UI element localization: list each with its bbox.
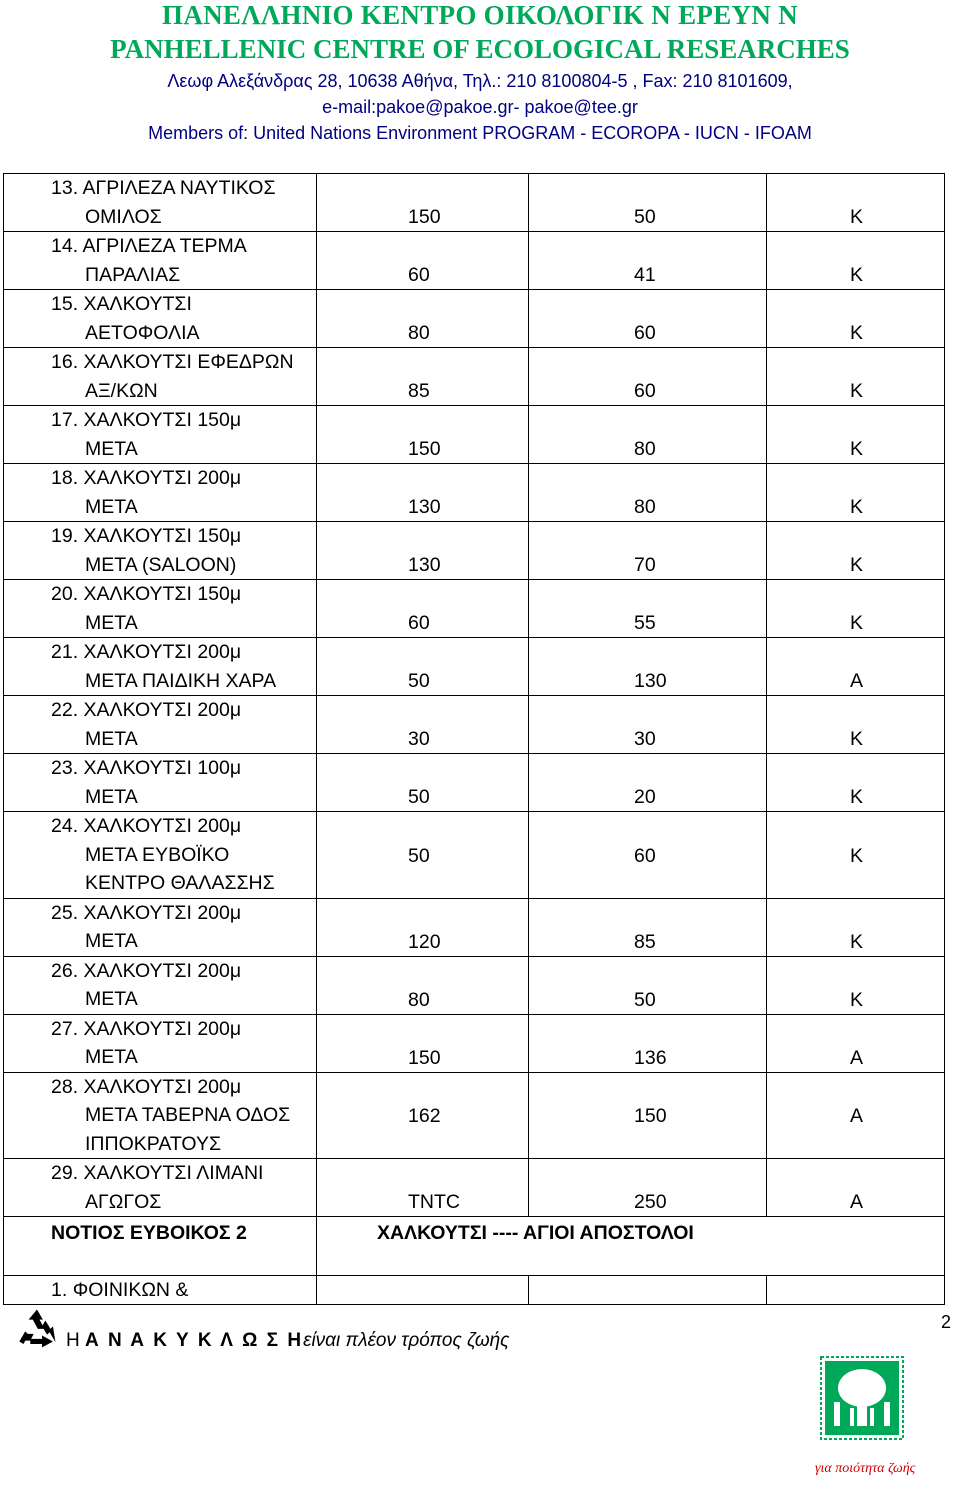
value-b-cell xyxy=(529,754,767,812)
value-a: 130 xyxy=(408,496,441,518)
site-name-text: ΧΑΛΚΟΥΤΣΙ 150μ xyxy=(83,583,242,605)
value-a: 162 xyxy=(408,1105,441,1127)
value-a: TNTC xyxy=(408,1191,460,1213)
classification: Κ xyxy=(850,554,864,576)
value-b: 60 xyxy=(634,380,656,402)
value-a: 30 xyxy=(408,728,430,750)
site-name-line1 xyxy=(51,290,316,319)
value-a-cell xyxy=(317,1072,529,1159)
site-name-line2: ΜΕΤΑ xyxy=(85,495,138,518)
row-number: 13. xyxy=(51,177,79,199)
value-b-cell xyxy=(529,232,767,290)
classification: Κ xyxy=(850,206,864,228)
table-row xyxy=(4,174,945,232)
value-a-cell xyxy=(317,956,529,1014)
value-b: 70 xyxy=(634,554,656,576)
value-a-cell xyxy=(317,348,529,406)
site-name-line1 xyxy=(51,1276,316,1304)
site-name-line1 xyxy=(51,696,316,725)
site-name-line1 xyxy=(51,1159,316,1188)
site-name-text: ΧΑΛΚΟΥΤΣΙ xyxy=(83,293,192,315)
site-name-line1 xyxy=(51,406,316,435)
site-name-cell xyxy=(4,1276,317,1305)
classification: Κ xyxy=(850,786,864,808)
classification-cell xyxy=(767,898,945,956)
site-name-cell xyxy=(4,290,317,348)
row-number: 16. xyxy=(51,351,79,373)
site-name-line1 xyxy=(51,1073,316,1102)
row-number: 1. xyxy=(51,1279,68,1301)
site-name-line1 xyxy=(51,522,316,551)
site-name-line1 xyxy=(51,348,316,377)
classification-cell xyxy=(767,754,945,812)
site-name-cell xyxy=(4,898,317,956)
value-b-cell xyxy=(529,898,767,956)
results-table-body xyxy=(4,174,945,1305)
site-name-text: ΧΑΛΚΟΥΤΣΙ 200μ xyxy=(83,815,242,837)
section-region: ΝΟΤΙΟΣ ΕΥΒΟΙΚΟΣ 2 xyxy=(4,1217,317,1276)
table-row xyxy=(4,406,945,464)
site-name-text: ΧΑΛΚΟΥΤΣΙ 200μ xyxy=(83,901,242,924)
site-name-cell xyxy=(4,464,317,522)
value-b-cell xyxy=(529,174,767,232)
value-b: 30 xyxy=(634,728,656,750)
site-name-text: ΧΑΛΚΟΥΤΣΙ 200μ xyxy=(83,699,242,721)
classification-cell xyxy=(767,232,945,290)
value-a-cell xyxy=(317,638,529,696)
table-row xyxy=(4,1014,945,1072)
table-row xyxy=(4,696,945,754)
value-b: 136 xyxy=(634,1046,667,1069)
row-number: 23. xyxy=(51,757,79,779)
value-a-cell xyxy=(317,754,529,812)
org-address: Λεωφ Αλεξάνδρας 28, 10638 Αθήνα, Τηλ.: 210 8100804-5 , Fax: 210 8101609, xyxy=(167,71,793,91)
classification: Κ xyxy=(850,438,864,460)
classification: Κ xyxy=(850,496,864,518)
classification: Κ xyxy=(850,322,864,344)
classification-cell xyxy=(767,580,945,638)
site-name-cell xyxy=(4,1014,317,1072)
site-name-text: ΧΑΛΚΟΥΤΣΙ ΕΦΕΔΡΩΝ xyxy=(83,351,294,373)
classification-cell xyxy=(767,1276,945,1305)
value-b-cell xyxy=(529,1014,767,1072)
site-name-line2: ΜΕΤΑ ΠΑΙΔΙΚΗ ΧΑΡΑ xyxy=(85,669,277,692)
recycle-icon xyxy=(16,1307,58,1349)
value-a-cell xyxy=(317,696,529,754)
value-b: 150 xyxy=(634,1105,667,1127)
site-name-line2: ΜΕΤΑ xyxy=(85,1046,138,1068)
value-a-cell xyxy=(317,580,529,638)
value-b: 80 xyxy=(634,438,656,460)
classification: Κ xyxy=(850,844,864,867)
site-name-cell xyxy=(4,1072,317,1159)
site-name-text: ΧΑΛΚΟΥΤΣΙ 200μ xyxy=(83,959,242,982)
value-b-cell xyxy=(529,290,767,348)
table-row xyxy=(4,754,945,812)
table-row xyxy=(4,1072,945,1159)
classification: Α xyxy=(850,670,864,692)
value-b: 55 xyxy=(634,612,656,634)
slogan-prefix: Η xyxy=(66,1330,80,1351)
site-name-line1 xyxy=(51,580,316,609)
value-b-cell xyxy=(529,1276,767,1305)
site-name-line1 xyxy=(51,754,316,783)
site-name-text: ΧΑΛΚΟΥΤΣΙ ΛΙΜΑΝΙ xyxy=(83,1162,264,1184)
classification-cell xyxy=(767,956,945,1014)
site-name-text: ΑΓΡΙΛΕΖΑ ΝΑΥΤΙΚΟΣ xyxy=(82,177,276,199)
row-number: 20. xyxy=(51,583,79,605)
classification: Κ xyxy=(850,728,864,750)
table-row xyxy=(4,898,945,956)
table-row xyxy=(4,956,945,1014)
classification-cell xyxy=(767,1072,945,1159)
value-a: 60 xyxy=(408,612,430,634)
classification-cell xyxy=(767,522,945,580)
site-name-cell xyxy=(4,406,317,464)
table-row xyxy=(4,812,945,899)
classification-cell xyxy=(767,406,945,464)
classification-cell xyxy=(767,348,945,406)
row-number: 17. xyxy=(51,409,79,431)
results-table xyxy=(3,173,945,1305)
site-name-cell xyxy=(4,348,317,406)
value-a-cell xyxy=(317,1159,529,1217)
value-b-cell xyxy=(529,696,767,754)
row-number: 27. xyxy=(51,1017,79,1040)
value-a: 80 xyxy=(408,322,430,344)
site-name-cell xyxy=(4,638,317,696)
value-a: 80 xyxy=(408,988,430,1011)
site-name-line2: ΜΕΤΑ ΤΑΒΕΡΝΑ ΟΔΟΣ xyxy=(85,1104,291,1126)
value-b-cell xyxy=(529,956,767,1014)
classification-cell xyxy=(767,174,945,232)
value-b: 130 xyxy=(634,670,667,692)
site-name-line2: ΑΓΩΓΟΣ xyxy=(85,1190,162,1213)
table-row xyxy=(4,580,945,638)
slogan-rest: είναι πλέον τρόπος ζωής xyxy=(303,1330,510,1351)
classification-cell xyxy=(767,1014,945,1072)
value-b: 60 xyxy=(634,322,656,344)
value-b: 60 xyxy=(634,844,656,867)
logo-caption: για ποιότητα ζωής xyxy=(815,1461,916,1476)
site-name-text: ΧΑΛΚΟΥΤΣΙ 150μ xyxy=(83,525,242,547)
value-b-cell xyxy=(529,348,767,406)
site-name-cell xyxy=(4,812,317,899)
section-header-row xyxy=(4,1217,945,1276)
page-number: 2 xyxy=(941,1312,952,1332)
classification-cell xyxy=(767,290,945,348)
classification: Α xyxy=(850,1046,864,1069)
value-a-cell xyxy=(317,1276,529,1305)
row-number: 14. xyxy=(51,235,79,257)
value-b: 41 xyxy=(634,264,656,286)
site-name-line2: ΜΕΤΑ (SALOON) xyxy=(85,553,237,576)
value-b: 250 xyxy=(634,1191,667,1213)
site-name-line1 xyxy=(51,899,316,928)
value-a: 150 xyxy=(408,438,441,460)
org-title-greek: ΠΑΝΕΛΛΗΝΙΟ ΚΕΝΤΡΟ ΟΙΚΟΛΟΓΙΚ Ν ΕΡΕΥΝ Ν xyxy=(162,0,798,30)
value-a-cell xyxy=(317,898,529,956)
value-a-cell xyxy=(317,522,529,580)
table-row xyxy=(4,638,945,696)
org-title-english: PANHELLENIC CENTRE OF ECOLOGICAL RESEARCHES xyxy=(110,34,850,64)
value-b-cell xyxy=(529,522,767,580)
value-a: 120 xyxy=(408,930,441,953)
site-name-text: ΧΑΛΚΟΥΤΣΙ 200μ xyxy=(83,641,242,663)
site-name-cell xyxy=(4,232,317,290)
site-name-text: ΧΑΛΚΟΥΤΣΙ 200μ xyxy=(83,1075,242,1098)
recycling-slogan xyxy=(66,1330,509,1352)
row-number: 25. xyxy=(51,901,79,924)
value-a-cell xyxy=(317,1014,529,1072)
site-name-line1 xyxy=(51,957,316,986)
site-name-line2: ΜΕΤΑ xyxy=(85,988,138,1010)
value-a: 50 xyxy=(408,786,430,808)
value-b-cell xyxy=(529,1072,767,1159)
value-b-cell xyxy=(529,580,767,638)
site-name-line2: ΜΕΤΑ xyxy=(85,785,138,808)
site-name-text: ΧΑΛΚΟΥΤΣΙ 100μ xyxy=(83,757,242,779)
value-a-cell xyxy=(317,464,529,522)
site-name-cell xyxy=(4,522,317,580)
site-name-cell xyxy=(4,956,317,1014)
value-b-cell xyxy=(529,1159,767,1217)
row-number: 22. xyxy=(51,699,79,721)
value-b-cell xyxy=(529,812,767,899)
value-b: 80 xyxy=(634,496,656,518)
row-number: 19. xyxy=(51,525,79,547)
site-name-line2: ΜΕΤΑ ΕΥΒΟΪΚΟ xyxy=(85,843,230,866)
value-a-cell xyxy=(317,232,529,290)
row-number: 15. xyxy=(51,293,79,315)
row-number: 21. xyxy=(51,641,79,663)
site-name-cell xyxy=(4,580,317,638)
value-a: 50 xyxy=(408,844,430,867)
site-name-line3: ΚΕΝΤΡΟ ΘΑΛΑΣΣΗΣ xyxy=(85,872,275,894)
org-email: e-mail:pakoe@pakoe.gr- pakoe@tee.gr xyxy=(322,97,638,117)
classification: Κ xyxy=(850,380,864,402)
site-name-line2: ΜΕΤΑ xyxy=(85,930,138,952)
site-name-text: ΑΓΡΙΛΕΖΑ ΤΕΡΜΑ xyxy=(82,235,247,257)
classification-cell xyxy=(767,696,945,754)
value-a: 150 xyxy=(408,206,441,228)
site-name-line2: ΑΞ/ΚΩΝ xyxy=(85,379,158,402)
value-b-cell xyxy=(529,638,767,696)
value-a-cell xyxy=(317,406,529,464)
classification-cell xyxy=(767,812,945,899)
site-name-cell xyxy=(4,754,317,812)
classification: Α xyxy=(850,1105,864,1127)
classification: Κ xyxy=(850,264,864,286)
classification-cell xyxy=(767,1159,945,1217)
site-name-line1 xyxy=(51,174,316,203)
value-a: 150 xyxy=(408,1046,441,1069)
table-row xyxy=(4,1159,945,1217)
site-name-text: ΧΑΛΚΟΥΤΣΙ 150μ xyxy=(83,409,242,431)
classification-cell xyxy=(767,464,945,522)
site-name-line1 xyxy=(51,464,316,493)
table-row xyxy=(4,290,945,348)
site-name-line1 xyxy=(51,812,316,841)
value-a-cell xyxy=(317,174,529,232)
value-a: 130 xyxy=(408,554,441,576)
classification: Κ xyxy=(850,930,864,953)
value-a-cell xyxy=(317,290,529,348)
slogan-recycling: Α Ν Α Κ Υ Κ Λ Ω Σ Η xyxy=(85,1330,304,1351)
classification: Α xyxy=(850,1191,864,1213)
table-row xyxy=(4,464,945,522)
site-name-cell xyxy=(4,1159,317,1217)
site-name-line2: ΜΕΤΑ xyxy=(85,727,138,750)
site-name-text: ΦΟΙΝΙΚΩΝ & xyxy=(72,1279,189,1301)
table-row xyxy=(4,1276,945,1305)
value-b-cell xyxy=(529,406,767,464)
value-b: 85 xyxy=(634,930,656,953)
value-a-cell xyxy=(317,812,529,899)
org-memberships: Members of: United Nations Environment PROGRAM - ECOROPA - IUCN - IFOAM xyxy=(148,123,812,143)
value-a: 85 xyxy=(408,380,430,402)
table-row xyxy=(4,348,945,406)
classification: Κ xyxy=(850,988,864,1011)
row-number: 29. xyxy=(51,1162,79,1184)
row-number: 28. xyxy=(51,1075,79,1098)
value-b-cell xyxy=(529,464,767,522)
site-name-line3: ΙΠΠΟΚΡΑΤΟΥΣ xyxy=(85,1132,222,1155)
row-number: 26. xyxy=(51,959,79,982)
site-name-line2: ΜΕΤΑ xyxy=(85,611,138,634)
site-name-line1 xyxy=(51,1015,316,1044)
value-b: 50 xyxy=(634,206,656,228)
site-name-text: ΧΑΛΚΟΥΤΣΙ 200μ xyxy=(83,1017,242,1040)
section-area: ΧΑΛΚΟΥΤΣΙ ---- ΑΓΙΟΙ ΑΠΟΣΤΟΛΟΙ xyxy=(317,1217,945,1276)
site-name-line1 xyxy=(51,232,316,261)
site-name-cell xyxy=(4,174,317,232)
table-row xyxy=(4,522,945,580)
site-name-cell xyxy=(4,696,317,754)
row-number: 24. xyxy=(51,815,79,837)
site-name-text: ΧΑΛΚΟΥΤΣΙ 200μ xyxy=(83,467,242,489)
value-b: 20 xyxy=(634,786,656,808)
site-name-line2: ΑΕΤΟΦΟΛΙΑ xyxy=(85,321,200,344)
site-name-line2: ΜΕΤΑ xyxy=(85,437,138,460)
classification: Κ xyxy=(850,612,864,634)
classification-cell xyxy=(767,638,945,696)
value-b: 50 xyxy=(634,988,656,1011)
tree-logo-icon xyxy=(820,1356,904,1440)
site-name-line2: ΟΜΙΛΟΣ xyxy=(85,205,162,228)
row-number: 18. xyxy=(51,467,79,489)
site-name-line1 xyxy=(51,638,316,667)
value-a: 60 xyxy=(408,264,430,286)
table-row xyxy=(4,232,945,290)
site-name-line2: ΠΑΡΑΛΙΑΣ xyxy=(85,263,181,286)
value-a: 50 xyxy=(408,670,430,692)
